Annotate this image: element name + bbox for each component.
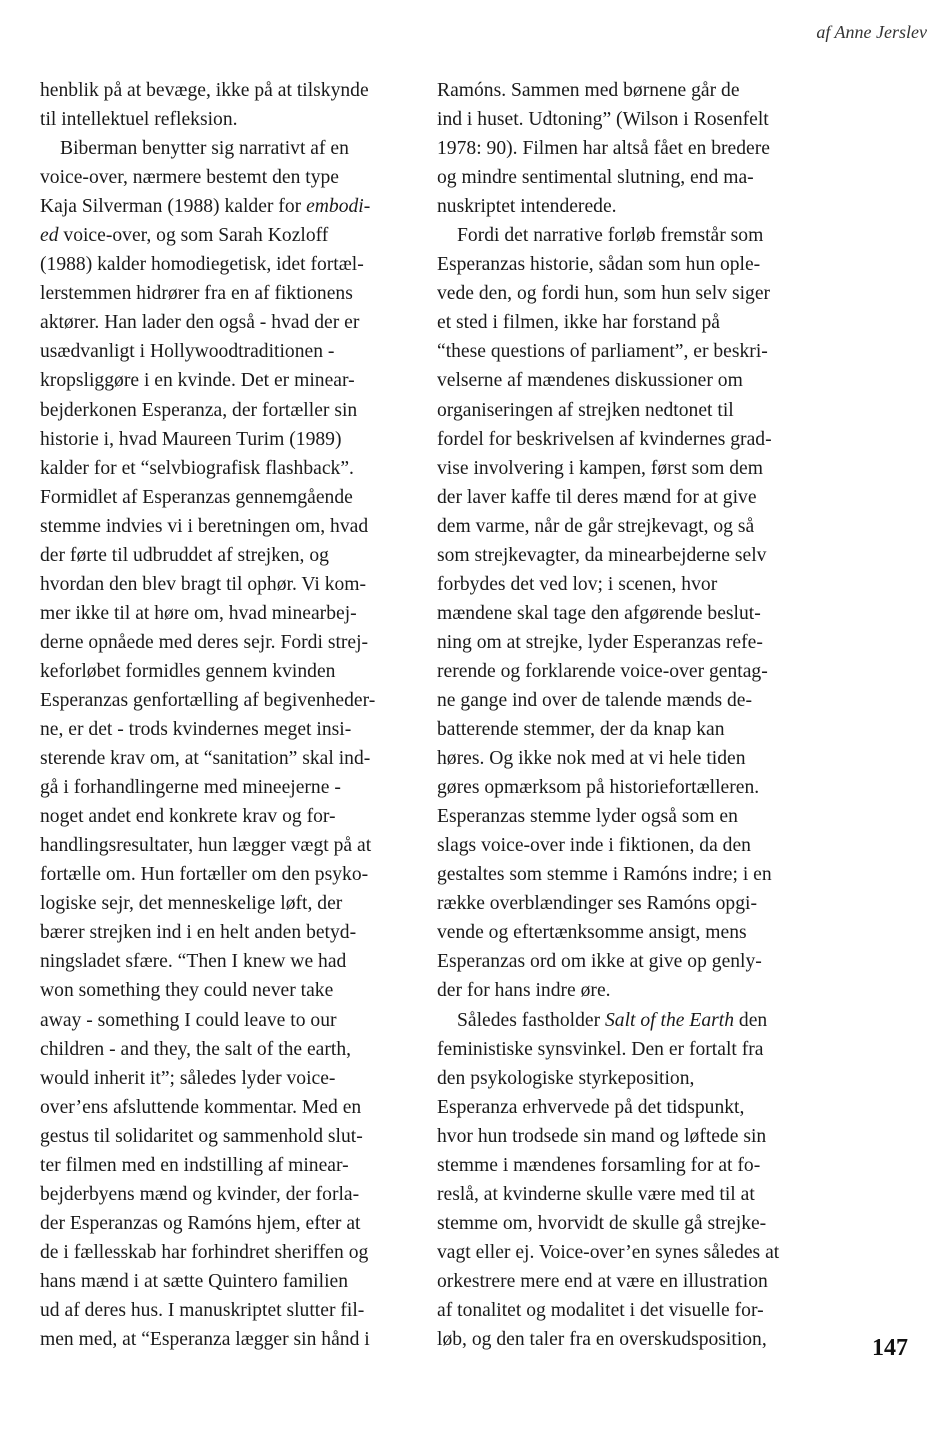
text-line: hvor hun trodsede sin mand og løftede sin xyxy=(437,1125,767,1147)
text-line: kropsliggøre i en kvinde. Det er minear- xyxy=(40,370,355,392)
text-line: ind i huset. Udtoning” (Wilson i Rosenfelt xyxy=(437,109,769,131)
text-line: organiseringen af strejken nedtonet til xyxy=(437,399,734,421)
text-line: stemme indvies vi i beretningen om, hvad xyxy=(40,515,369,537)
text-line: af tonalitet og modalitet i det visuelle for- xyxy=(437,1299,764,1321)
text-line: rerende og forklarende voice-over gentag- xyxy=(437,660,768,682)
text-line: som strejkevagter, da minearbejderne selv xyxy=(437,544,767,566)
text-line: slags voice-over inde i fiktionen, da den xyxy=(437,835,751,857)
text-line: sterende krav om, at “sanitation” skal ind- xyxy=(40,748,371,770)
text-line: voice-over, nærmere bestemt den type xyxy=(40,167,339,189)
text-line: vende og eftertænksomme ansigt, mens xyxy=(437,922,747,944)
text-line: til intellektuel refleksion. xyxy=(40,109,238,131)
running-head: af Anne Jerslev xyxy=(816,22,927,42)
text-line: fortælle om. Hun fortæller om den psyko- xyxy=(40,864,369,886)
text-line: række overblændinger ses Ramóns opgi- xyxy=(437,893,757,915)
text-line: gestus til solidaritet og sammenhold slut- xyxy=(40,1125,363,1147)
text-line: ne gange ind over de talende mænds de- xyxy=(437,689,753,711)
text-line: orkestrere mere end at være en illustration xyxy=(437,1270,768,1292)
text-line: Esperanzas stemme lyder også som en xyxy=(437,806,738,828)
text-line: forbydes det ved lov; i scenen, hvor xyxy=(437,573,718,595)
text-line: noget andet end konkrete krav og for- xyxy=(40,806,336,828)
text-line: ed voice-over, og som Sarah Kozloff xyxy=(40,225,329,247)
text-line: stemme i mændenes forsamling for at fo- xyxy=(437,1154,761,1176)
text-line: keforløbet formidles gennem kvinden xyxy=(40,660,336,682)
text-line: Esperanzas genfortælling af begivenheder- xyxy=(40,689,376,711)
text-line: over’ens afsluttende kommentar. Med en xyxy=(40,1096,362,1118)
text-line: hans mænd i at sætte Quintero familien xyxy=(40,1270,349,1292)
text-line: den psykologiske styrkeposition, xyxy=(437,1067,695,1089)
text-line: gestaltes som stemme i Ramóns indre; i en xyxy=(437,864,772,886)
text-line: der laver kaffe til deres mænd for at give xyxy=(437,486,757,508)
text-line: won something they could never take xyxy=(40,980,334,1002)
text-line: der for hans indre øre. xyxy=(437,980,611,1002)
text-line: vise involvering i kampen, først som dem xyxy=(437,457,763,479)
text-line: Esperanzas historie, sådan som hun ople- xyxy=(437,254,761,276)
text-line: de i fællesskab har forhindret sheriffen og xyxy=(40,1241,369,1263)
text-line: Ramóns. Sammen med børnene går de xyxy=(437,80,740,101)
text-line: reslå, at kvinderne skulle være med til at xyxy=(437,1183,755,1205)
text-line: handlingsresultater, hun lægger vægt på at xyxy=(40,835,372,857)
text-line: der førte til udbruddet af strejken, og xyxy=(40,544,329,566)
text-line: batterende stemmer, der da knap kan xyxy=(437,719,725,741)
text-line: away - something I could leave to our xyxy=(40,1009,337,1031)
text-line: logiske sejr, det menneskelige løft, der xyxy=(40,893,343,915)
page-number: 147 xyxy=(872,1335,908,1361)
text-line: Kaja Silverman (1988) kalder for embodi- xyxy=(40,196,371,218)
text-line: ningsladet sfære. “Then I knew we had xyxy=(40,951,347,973)
text-line: gøres opmærksom på historiefortælleren. xyxy=(437,777,760,799)
text-line: kalder for et “selvbiografisk flashback”. xyxy=(40,457,354,479)
text-line: Formidlet af Esperanzas gennemgående xyxy=(40,486,353,508)
text-line: løb, og den taler fra en overskudsposition, xyxy=(437,1329,767,1351)
text-line: vagt eller ej. Voice-over’en synes således at xyxy=(437,1241,780,1263)
text-line: historie i, hvad Maureen Turim (1989) xyxy=(40,428,342,450)
text-line: mer ikke til at høre om, hvad minearbej- xyxy=(40,602,357,624)
text-line: lerstemmen hidrører fra en af fiktionens xyxy=(40,283,353,305)
text-line: derne opnåede med deres sejr. Fordi strej- xyxy=(40,631,369,653)
text-line: bejderbyens mænd og kvinder, der forla- xyxy=(40,1183,360,1205)
text-line: ud af deres hus. I manuskriptet slutter fil- xyxy=(40,1299,365,1321)
text-line: dem varme, når de går strejkevagt, og så xyxy=(437,515,755,537)
text-line: hvordan den blev bragt til ophør. Vi kom- xyxy=(40,573,367,595)
text-line: ne, er det - trods kvindernes meget insi- xyxy=(40,719,352,741)
text-line: og mindre sentimental slutning, end ma- xyxy=(437,167,754,189)
text-line: aktører. Han lader den også - hvad der er xyxy=(40,312,360,334)
text-line: Biberman benytter sig narrativt af en xyxy=(60,138,349,160)
right-column xyxy=(437,76,829,1354)
text-line: vede den, og fordi hun, som hun selv siger xyxy=(437,283,771,305)
text-line: velserne af mændenes diskussioner om xyxy=(437,370,743,392)
text-line: ter filmen med en indstilling af minear- xyxy=(40,1154,349,1176)
text-line: children - and they, the salt of the earth, xyxy=(40,1038,352,1060)
text-line: Således fastholder Salt of the Earth den xyxy=(457,1009,768,1031)
text-line: mændene skal tage den afgørende beslut- xyxy=(437,602,761,624)
text-line: Fordi det narrative forløb fremstår som xyxy=(457,225,764,247)
text-line: 1978: 90). Filmen har altså fået en bredere xyxy=(437,138,770,160)
text-line: “these questions of parliament”, er beskri- xyxy=(437,341,768,363)
text-line: (1988) kalder homodiegetisk, idet fortæl- xyxy=(40,254,364,276)
text-line: Esperanzas ord om ikke at give op genly- xyxy=(437,951,762,973)
text-line: bærer strejken ind i en helt anden betyd- xyxy=(40,922,357,944)
text-line: stemme om, hvorvidt de skulle gå strejke- xyxy=(437,1212,767,1234)
text-line: men med, at “Esperanza lægger sin hånd i xyxy=(40,1329,370,1351)
text-line: der Esperanzas og Ramóns hjem, efter at xyxy=(40,1212,361,1234)
text-line: fordel for beskrivelsen af kvindernes grad- xyxy=(437,428,772,450)
text-line: henblik på at bevæge, ikke på at tilskynde xyxy=(40,80,369,101)
text-line: ning om at strejke, lyder Esperanzas refe- xyxy=(437,631,763,653)
text-line: bejderkonen Esperanza, der fortæller sin xyxy=(40,399,358,421)
text-line: Esperanza erhvervede på det tidspunkt, xyxy=(437,1096,745,1118)
text-line: gå i forhandlingerne med mineejerne - xyxy=(40,777,341,799)
text-line: feministiske synsvinkel. Den er fortalt fra xyxy=(437,1038,764,1060)
text-line: usædvanligt i Hollywoodtraditionen - xyxy=(40,341,335,363)
left-column xyxy=(40,76,412,1354)
text-line: nuskriptet intenderede. xyxy=(437,196,617,218)
text-line: et sted i filmen, ikke har forstand på xyxy=(437,312,720,334)
text-line: would inherit it”; således lyder voice- xyxy=(40,1067,336,1089)
text-line: høres. Og ikke nok med at vi hele tiden xyxy=(437,748,746,770)
